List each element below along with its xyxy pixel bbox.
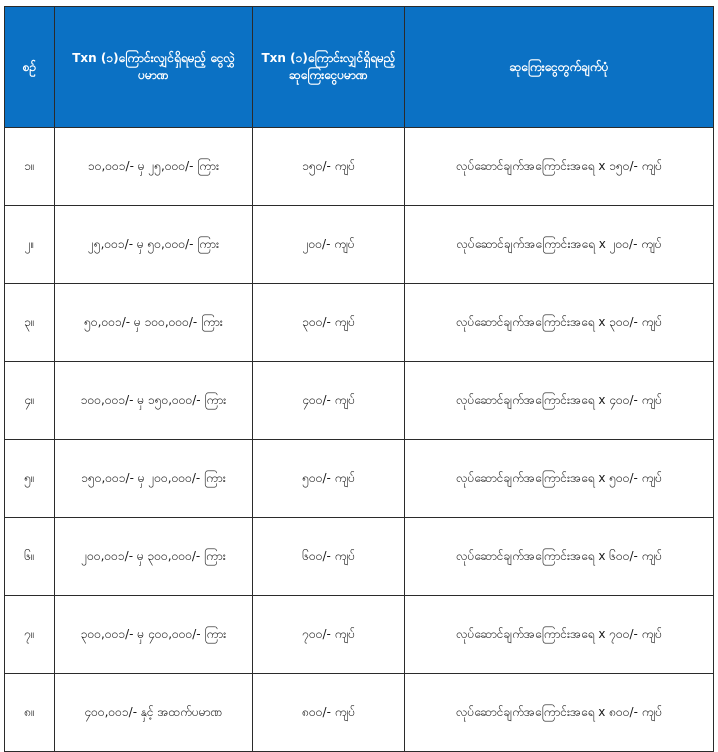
cell-calculation: လုပ်ဆောင်ချက်အကြောင်းအရေ x ၈၀၀/- ကျပ် bbox=[405, 674, 714, 752]
cell-commission: ၃၀၀/- ကျပ် bbox=[253, 284, 405, 362]
cell-calculation: လုပ်ဆောင်ချက်အကြောင်းအရေ x ၅၀၀/- ကျပ် bbox=[405, 440, 714, 518]
table-row bbox=[5, 674, 714, 752]
cell-transfer-range: ၂၅,၀၀၁/- မှ ၅၀,၀၀၀/- ကြား bbox=[55, 206, 253, 284]
fee-table-container bbox=[4, 6, 713, 752]
table-row bbox=[5, 284, 714, 362]
cell-calculation: လုပ်ဆောင်ချက်အကြောင်းအရေ x ၂၀၀/- ကျပ် bbox=[405, 206, 714, 284]
cell-commission: ၂၀၀/- ကျပ် bbox=[253, 206, 405, 284]
cell-serial: ၅။ bbox=[5, 440, 55, 518]
cell-commission: ၁၅၀/- ကျပ် bbox=[253, 128, 405, 206]
cell-calculation: လုပ်ဆောင်ချက်အကြောင်းအရေ x ၄၀၀/- ကျပ် bbox=[405, 362, 714, 440]
cell-transfer-range: ၁၅၀,၀၀၁/- မှ ၂၀၀,၀၀၀/- ကြား bbox=[55, 440, 253, 518]
table-row bbox=[5, 440, 714, 518]
cell-serial: ၇။ bbox=[5, 596, 55, 674]
table-row bbox=[5, 596, 714, 674]
cell-transfer-range: ၄၀၀,၀၀၁/- နှင့် အထက်ပမာဏ bbox=[55, 674, 253, 752]
table-row bbox=[5, 128, 714, 206]
cell-serial: ၃။ bbox=[5, 284, 55, 362]
header-commission-amount: Txn (၁)ကြောင်းလျှင်ရှိရမည့် ဆုကြေးငွေပမာဏ bbox=[253, 7, 405, 128]
cell-transfer-range: ၁၀၀,၀၀၁/- မှ ၁၅၀,၀၀၀/- ကြား bbox=[55, 362, 253, 440]
cell-commission: ၆၀၀/- ကျပ် bbox=[253, 518, 405, 596]
cell-calculation: လုပ်ဆောင်ချက်အကြောင်းအရေ x ၇၀၀/- ကျပ် bbox=[405, 596, 714, 674]
cell-commission: ၄၀၀/- ကျပ် bbox=[253, 362, 405, 440]
cell-serial: ၈။ bbox=[5, 674, 55, 752]
cell-commission: ၅၀၀/- ကျပ် bbox=[253, 440, 405, 518]
cell-serial: ၄။ bbox=[5, 362, 55, 440]
cell-commission: ၇၀၀/- ကျပ် bbox=[253, 596, 405, 674]
cell-calculation: လုပ်ဆောင်ချက်အကြောင်းအရေ x ၁၅၀/- ကျပ် bbox=[405, 128, 714, 206]
header-calculation-method: ဆုကြေးငွေတွက်ချက်ပုံ bbox=[405, 7, 714, 128]
cell-serial: ၆။ bbox=[5, 518, 55, 596]
cell-transfer-range: ၁၀,၀၀၁/- မှ ၂၅,၀၀၀/- ကြား bbox=[55, 128, 253, 206]
cell-calculation: လုပ်ဆောင်ချက်အကြောင်းအရေ x ၃၀၀/- ကျပ် bbox=[405, 284, 714, 362]
cell-transfer-range: ၅၀,၀၀၁/- မှ ၁၀၀,၀၀၀/- ကြား bbox=[55, 284, 253, 362]
commission-fee-table bbox=[4, 6, 714, 752]
table-header-row bbox=[5, 7, 714, 128]
cell-serial: ၁။ bbox=[5, 128, 55, 206]
header-serial-number: စဉ် bbox=[5, 7, 55, 128]
cell-serial: ၂။ bbox=[5, 206, 55, 284]
cell-calculation: လုပ်ဆောင်ချက်အကြောင်းအရေ x ၆၀၀/- ကျပ် bbox=[405, 518, 714, 596]
table-row bbox=[5, 518, 714, 596]
table-row bbox=[5, 362, 714, 440]
cell-commission: ၈၀၀/- ကျပ် bbox=[253, 674, 405, 752]
header-transfer-amount: Txn (၁)ကြောင်းလျှင်ရှိရမည့် ငွေလွှဲပမာဏ bbox=[55, 7, 253, 128]
cell-transfer-range: ၃၀၀,၀၀၁/- မှ ၄၀၀,၀၀၀/- ကြား bbox=[55, 596, 253, 674]
cell-transfer-range: ၂၀၀,၀၀၁/- မှ ၃၀၀,၀၀၀/- ကြား bbox=[55, 518, 253, 596]
table-row bbox=[5, 206, 714, 284]
